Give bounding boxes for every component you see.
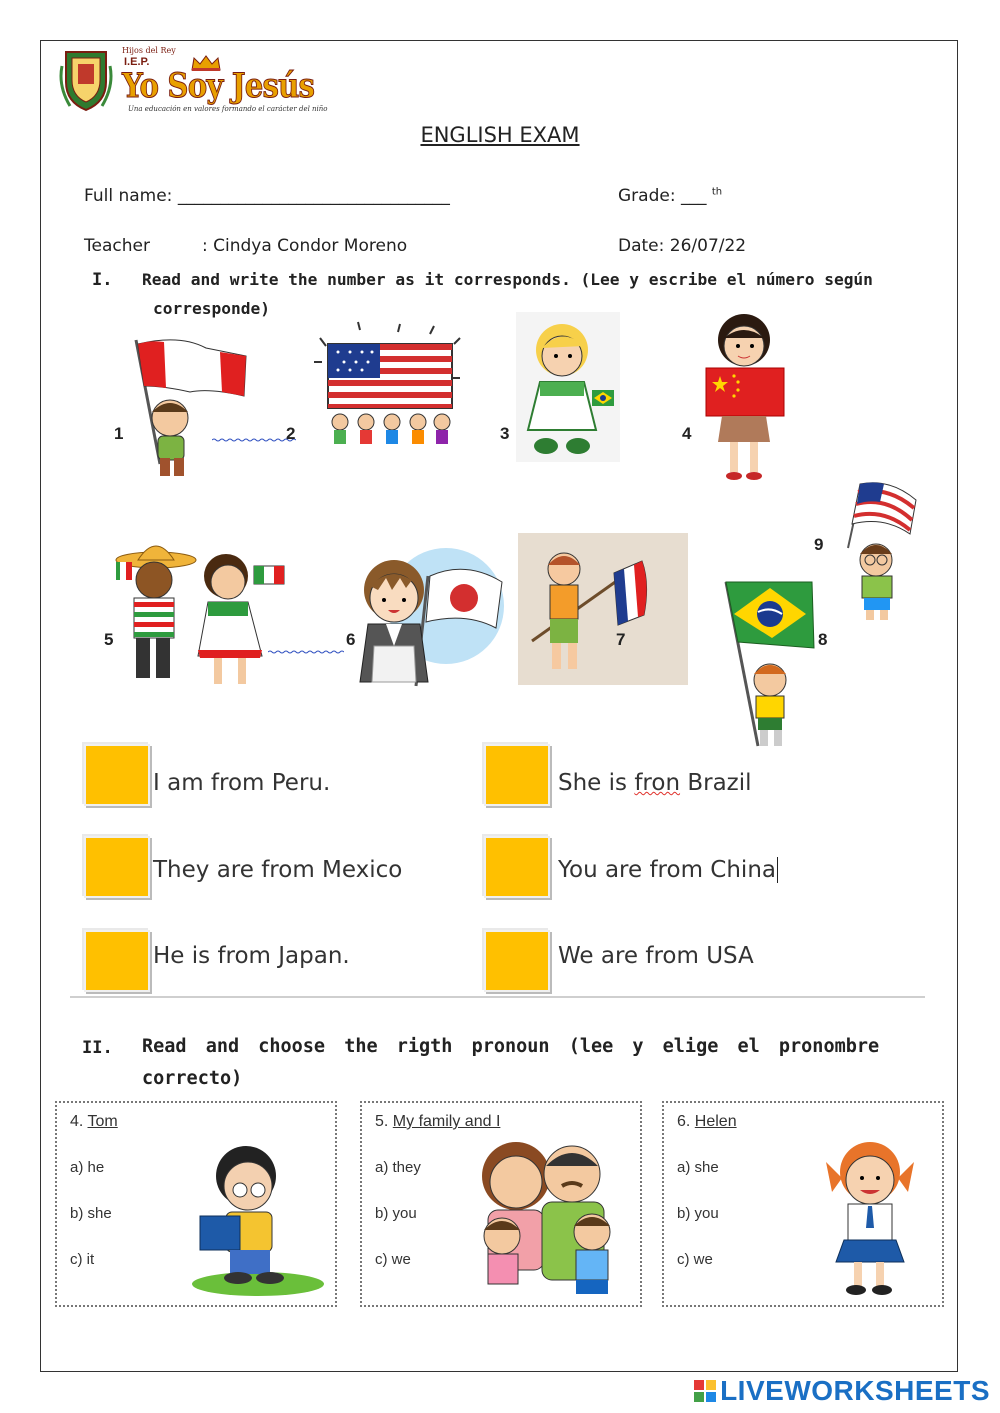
picture-number-3: 3: [500, 424, 510, 443]
option-he[interactable]: a) he: [70, 1159, 105, 1176]
section1-numeral: I.: [92, 270, 113, 290]
teacher-label: Teacher: [84, 236, 150, 256]
misspelled-word: fron: [634, 770, 681, 796]
section-divider: [70, 996, 925, 998]
picture-number-9: 9: [814, 535, 824, 554]
option-she[interactable]: a) she: [677, 1159, 719, 1176]
picture-number-5: 5: [104, 630, 114, 649]
sentence-peru: I am from Peru.: [153, 770, 331, 796]
school-name-logo: Yo Soy Jesús: [122, 66, 315, 106]
answer-box-brazil[interactable]: [484, 744, 550, 806]
option-they[interactable]: a) they: [375, 1159, 421, 1176]
card-number: 6.: [677, 1113, 691, 1130]
boy-peru-flag-picture: [120, 334, 260, 484]
picture-number-4: 4: [682, 424, 692, 443]
boy-france-flag-picture: [518, 533, 688, 685]
card-number: 5.: [375, 1113, 389, 1130]
picture-number-8: 8: [818, 630, 828, 649]
sentence-brazil: [558, 770, 752, 796]
grade-suffix: th: [711, 186, 723, 198]
girl-brazil-flag-picture: [516, 312, 620, 462]
sentence-usa: We are from USA: [558, 943, 754, 969]
option-we[interactable]: c) we: [677, 1251, 713, 1268]
option-it[interactable]: c) it: [70, 1251, 95, 1268]
answer-box-mexico[interactable]: [84, 836, 150, 898]
liveworksheets-watermark: [694, 1375, 990, 1407]
section2-instruction-cont: correcto): [142, 1068, 243, 1089]
picture-number-1: 1: [114, 424, 124, 443]
option-she[interactable]: b) she: [70, 1205, 112, 1222]
girl-helen-picture: [812, 1132, 928, 1300]
option-you[interactable]: b) you: [677, 1205, 719, 1222]
school-crest-icon: [58, 46, 114, 114]
kids-usa-flag-picture: [310, 318, 470, 458]
option-we[interactable]: c) we: [375, 1251, 411, 1268]
boy-brazil-flag-picture: [718, 576, 818, 752]
boy-usa-flag-picture: [840, 478, 926, 626]
date-label: Date: 26/07/22: [618, 236, 747, 256]
grade-field[interactable]: [618, 186, 722, 206]
picture-number-7: 7: [616, 630, 626, 649]
boy-japan-flag-picture: [346, 536, 508, 698]
card-subject: Helen: [694, 1113, 737, 1130]
answer-box-china[interactable]: [484, 836, 550, 898]
card-title-tom: [70, 1113, 118, 1131]
answer-box-usa[interactable]: [484, 930, 550, 992]
section1-instruction-cont: corresponde): [153, 299, 270, 318]
section1-instruction: Read and write the number as it corresponds. (Lee y escribe el número según: [142, 270, 873, 289]
logo-small-text: Hijos del Rey: [122, 46, 176, 55]
teacher-value: : Cindya Condor Moreno: [202, 236, 408, 256]
sentence-china: You are from China: [558, 857, 776, 883]
logo-iep-text: I.E.P.: [124, 56, 150, 68]
answer-box-japan[interactable]: [84, 930, 150, 992]
liveworksheets-logo-icon: [694, 1380, 716, 1402]
picture-number-6: 6: [346, 630, 356, 649]
section2-numeral: II.: [82, 1038, 113, 1058]
squiggle-underline: [212, 438, 296, 442]
answer-box-peru[interactable]: [84, 744, 150, 806]
sentence-brazil-start: She is: [558, 770, 635, 796]
section2-instruction: Read and choose the rigth pronoun (lee y elige el pronombre: [142, 1036, 880, 1057]
sentence-japan: He is from Japan.: [153, 943, 350, 969]
sentence-mexico: They are from Mexico: [153, 857, 403, 883]
card-subject: Tom: [87, 1113, 118, 1130]
card-subject: My family and I: [392, 1113, 501, 1130]
logo-tagline: Una educación en valores formando el carácter del niño: [128, 105, 328, 113]
grade-label: Grade: ___: [618, 186, 707, 206]
children-mexico-picture: [104, 532, 294, 696]
card-number: 4.: [70, 1113, 84, 1130]
sentence-brazil-end: Brazil: [680, 770, 752, 796]
picture-number-2: 2: [286, 424, 296, 443]
card-title-family: [375, 1113, 500, 1131]
watermark-text: LIVEWORKSHEETS: [720, 1375, 990, 1406]
girl-china-flag-picture: [700, 304, 790, 484]
family-picture: [468, 1134, 634, 1302]
full-name-field[interactable]: Full name: ________________________________: [84, 186, 450, 206]
option-you[interactable]: b) you: [375, 1205, 417, 1222]
boy-reading-picture: [186, 1138, 326, 1298]
exam-title: ENGLISH EXAM: [420, 123, 580, 147]
squiggle-underline: [268, 650, 344, 654]
card-title-helen: [677, 1113, 737, 1131]
